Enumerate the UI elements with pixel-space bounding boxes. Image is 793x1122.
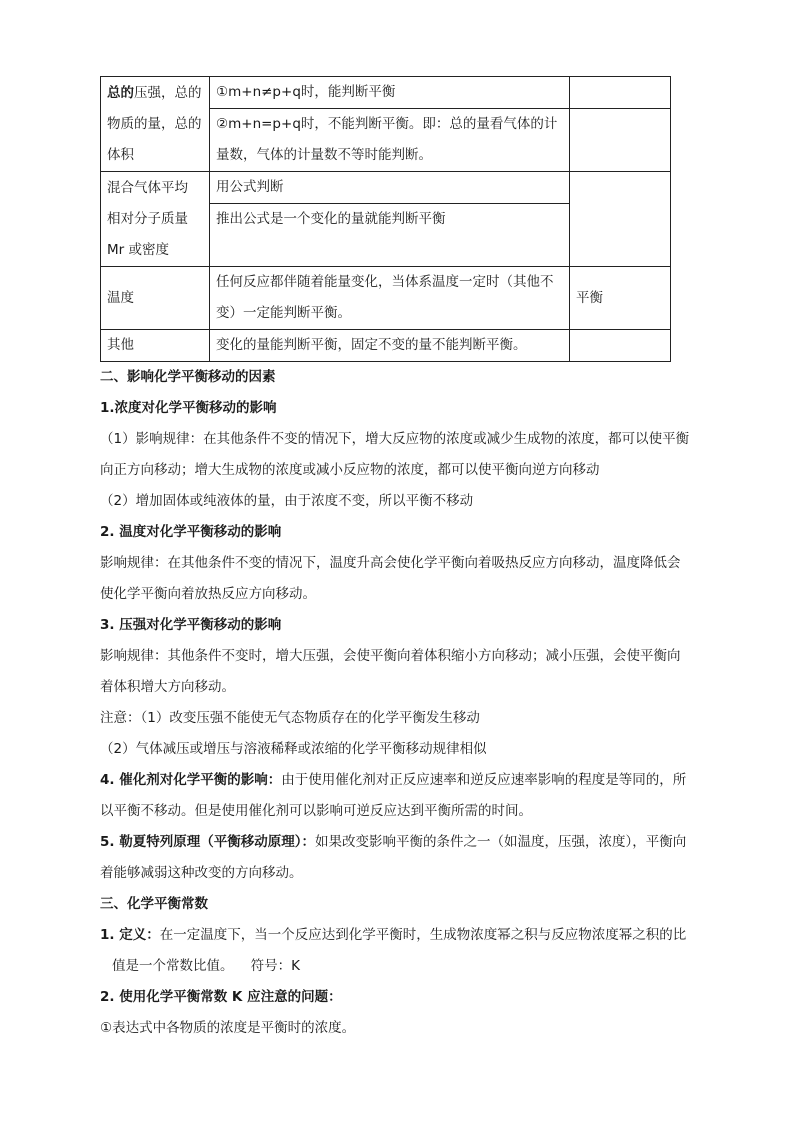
subsection-heading: 2. 使用化学平衡常数 K 应注意的问题： [100,989,342,1005]
inline-text: 如果改变影响平衡的条件之一（如温度，压强，浓度），平衡向 [314,834,687,850]
paragraph-line [100,765,710,796]
label-text: 相对分子质量 [107,210,188,227]
label-text: 体积 [107,146,134,163]
table-cell: ①m+n≠p+q时，能判断平衡 [210,77,570,109]
paragraph-line: 以平衡不移动。但是使用催化剂可以影响可逆反应达到平衡所需的时间。 [100,803,532,819]
paragraph-line: ①表达式中各物质的浓度是平衡时的浓度。 [100,1020,356,1036]
paragraph-line: 向正方向移动；增大生成物的浓度或减小反应物的浓度，都可以使平衡向逆方向移动 [100,462,600,478]
subsection-heading: 1.浓度对化学平衡移动的影响 [100,400,277,416]
table-cell: ②m+n=p+q时，不能判断平衡。即：总的量看气体的计量数，气体的计量数不等时能判断。 [210,109,570,172]
table-note-cell [570,330,671,362]
inline-heading: 1. 定义： [100,927,160,943]
inline-heading: 5. 勒夏特列原理（平衡移动原理）： [100,834,315,850]
paragraph-line: 着体积增大方向移动。 [100,679,235,695]
paragraph-line: 影响规律：其他条件不变时，增大压强，会使平衡向着体积缩小方向移动；减小压强，会使平衡向 [100,648,681,664]
table-row [101,172,671,204]
subsection-heading: 3. 压强对化学平衡移动的影响 [100,617,282,633]
row-label-molar-mass [101,172,210,267]
equilibrium-criteria-table [100,76,671,362]
note-line: 注意：（1）改变压强不能使无气态物质存在的化学平衡发生移动 [100,710,480,726]
table-note-cell: 平衡 [570,267,671,330]
note-line: （2）气体减压或增压与溶液稀释或浓缩的化学平衡移动规律相似 [100,741,487,757]
row-label-other: 其他 [101,330,210,362]
label-text: 混合气体平均 [107,179,188,196]
row-label-temperature: 温度 [101,267,210,330]
label-text: Mr 或密度 [107,241,169,258]
inline-text: 由于使用催化剂对正反应速率和逆反应速率影响的程度是等同的，所 [281,772,687,788]
paragraph-line [100,920,710,951]
subsection-heading: 2. 温度对化学平衡移动的影响 [100,524,282,540]
section-heading: 二、影响化学平衡移动的因素 [100,369,276,385]
paragraph-line: 值是一个常数比值。 符号：K [112,958,301,974]
table-cell: 用公式判断 [210,172,570,204]
table-row [101,77,671,109]
table-note-cell [570,77,671,109]
inline-text: 在一定温度下，当一个反应达到化学平衡时，生成物浓度幂之积与反应物浓度幂之积的比 [159,927,687,943]
paragraph-line: 影响规律：在其他条件不变的情况下，温度升高会使化学平衡向着吸热反应方向移动，温度降低会 [100,555,681,571]
table-row [101,267,671,330]
table-cell: 推出公式是一个变化的量就能判断平衡 [210,204,570,267]
label-text: 物质的量，总的 [107,115,202,132]
section-heading: 三、化学平衡常数 [100,896,208,912]
paragraph-line: 着能够减弱这种改变的方向移动。 [100,865,303,881]
body-text [100,362,710,1044]
table-note-cell [570,109,671,172]
label-bold-prefix: 总的 [107,84,134,101]
table-cell: 任何反应都伴随着能量变化，当体系温度一定时（其他不变）一定能判断平衡。 [210,267,570,330]
paragraph-line: （2）增加固体或纯液体的量，由于浓度不变，所以平衡不移动 [100,493,474,509]
table-cell: 变化的量能判断平衡，固定不变的量不能判断平衡。 [210,330,570,362]
label-text: 压强，总的 [134,84,202,101]
paragraph-line [100,827,710,858]
table-note-cell [570,172,671,267]
table-row [101,330,671,362]
inline-heading: 4. 催化剂对化学平衡的影响： [100,772,282,788]
paragraph-line: （1）影响规律：在其他条件不变的情况下，增大反应物的浓度或减少生成物的浓度，都可以使平衡 [100,431,690,447]
paragraph-line: 使化学平衡向着放热反应方向移动。 [100,586,316,602]
row-label-pressure [101,77,210,172]
